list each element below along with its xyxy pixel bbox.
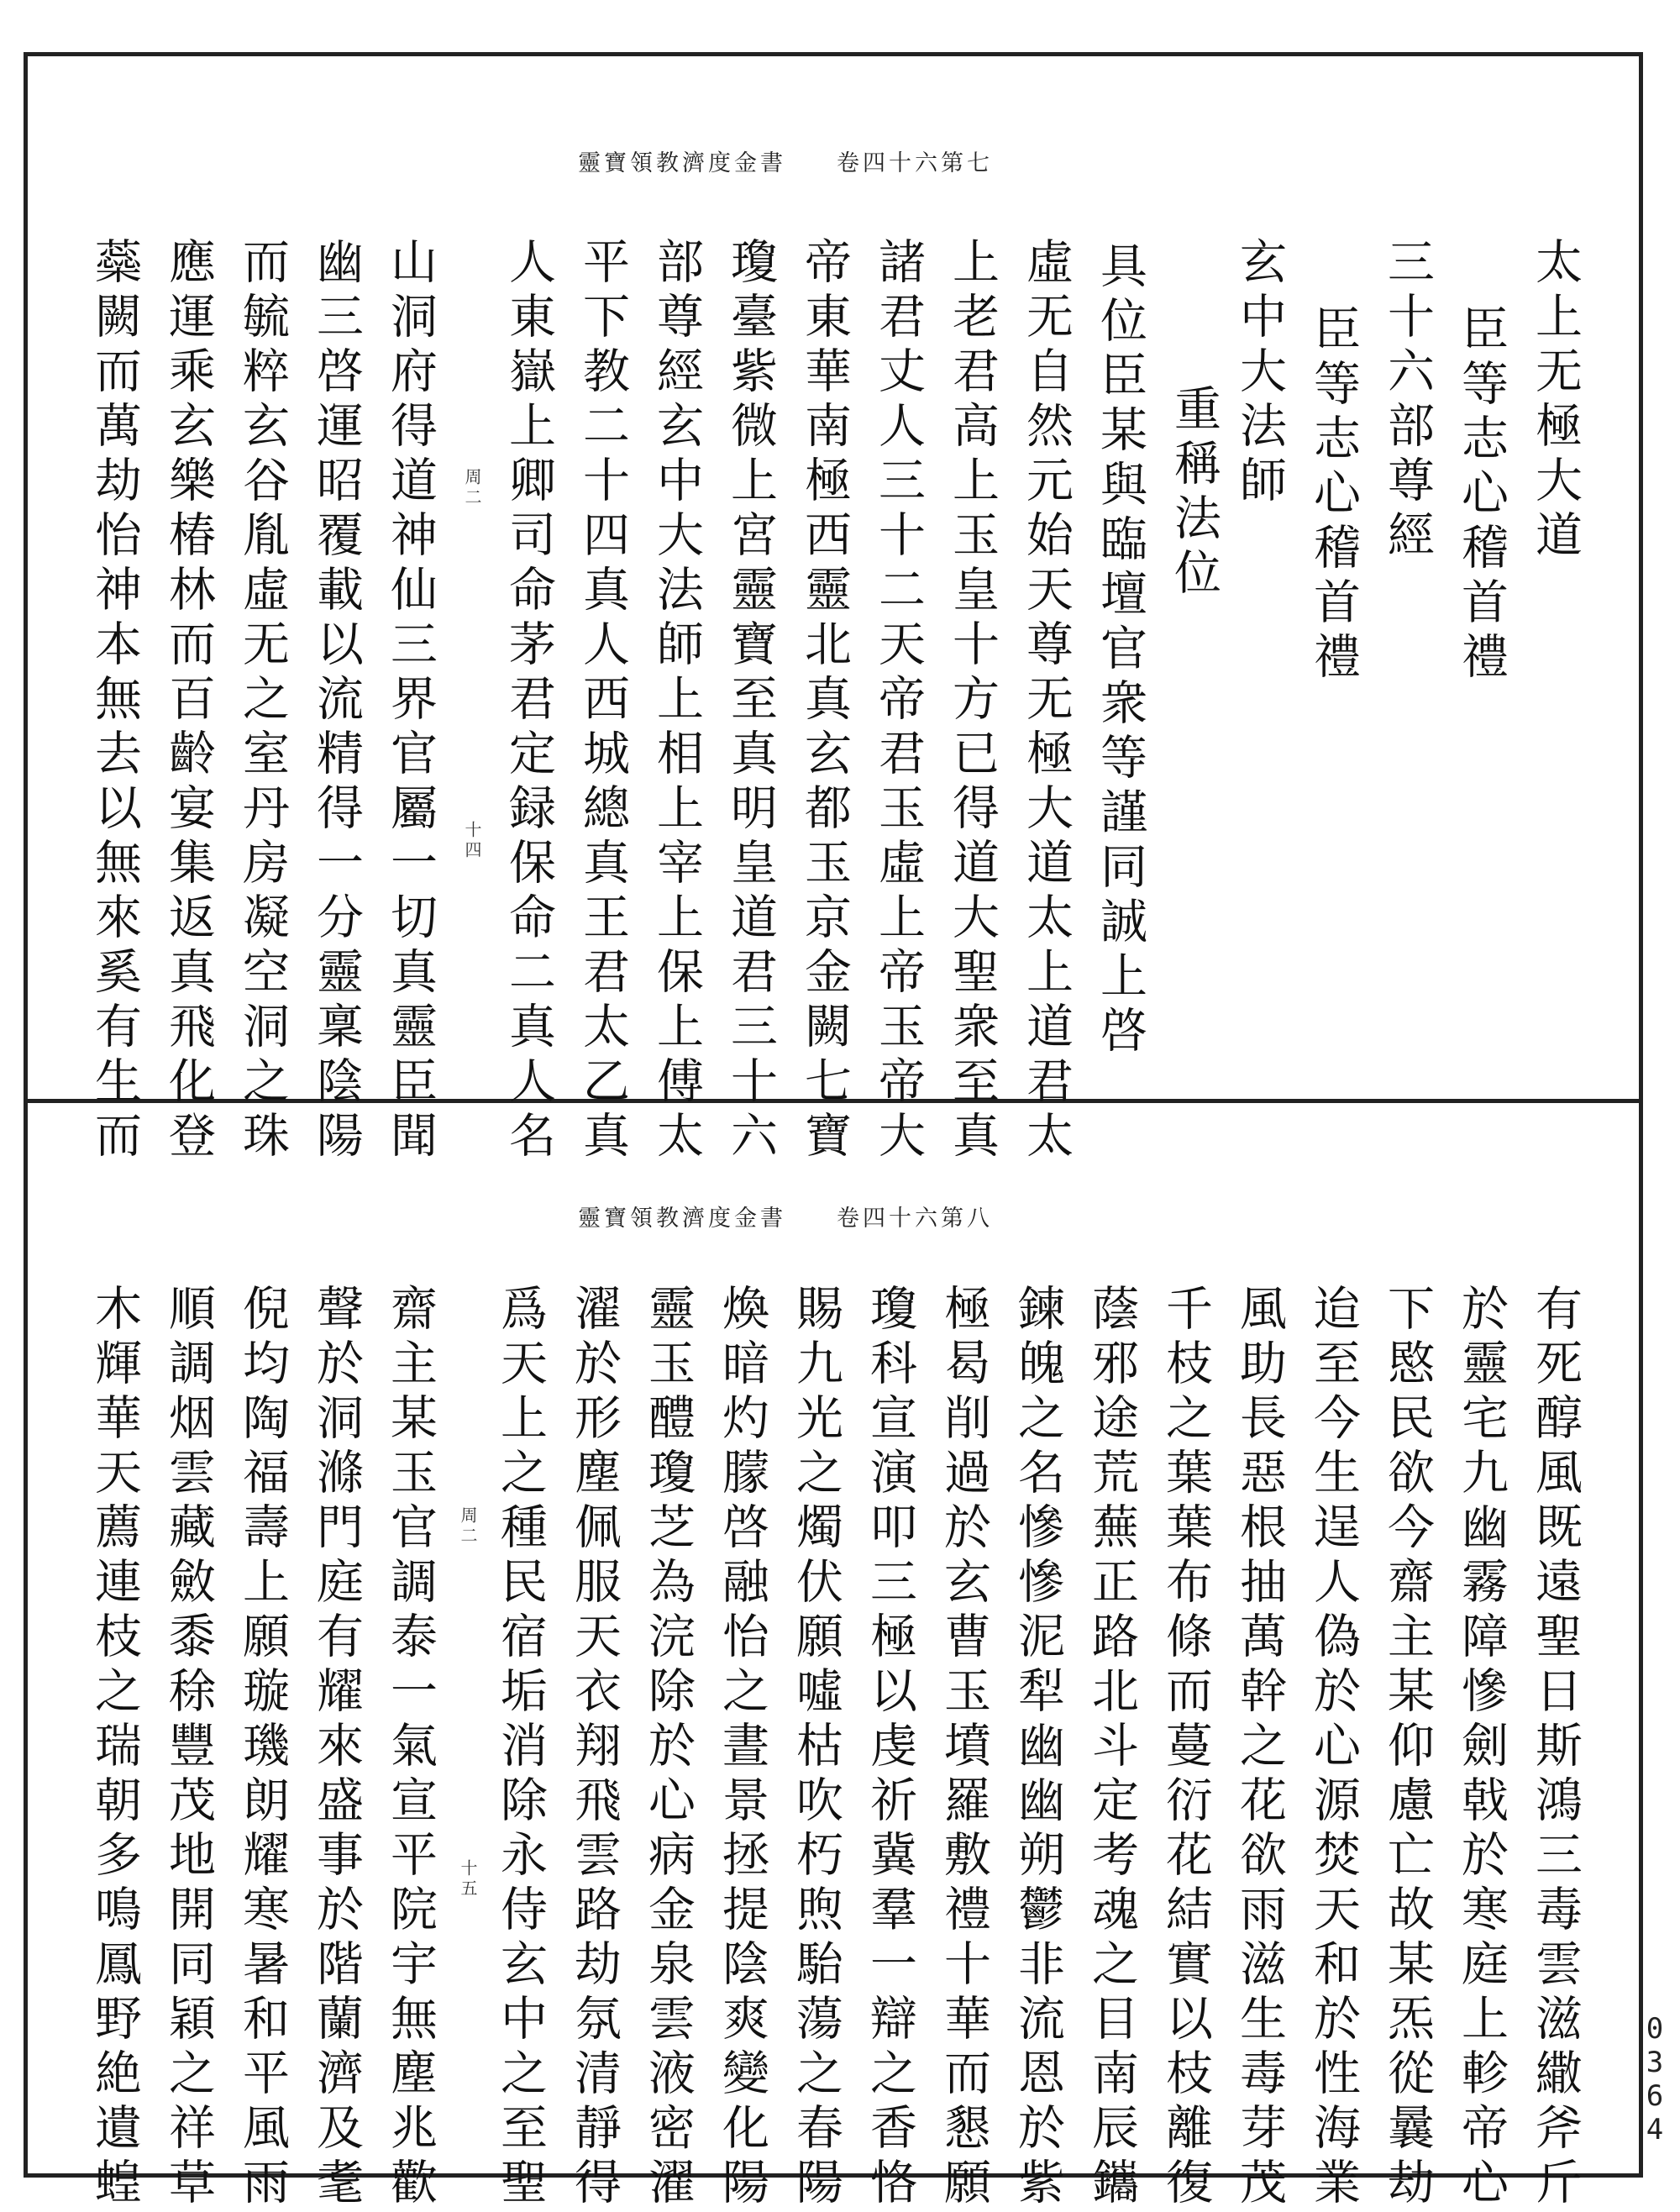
text-column: 部尊經玄中大法師上相上宰上保上傅太	[649, 237, 704, 1165]
text-column: 倪均陶福壽上願璇璣朗耀寒暑和平風雨	[235, 1284, 290, 2212]
text-column: 迨至今生逞人偽於心源焚天和於性海業	[1306, 1284, 1361, 2212]
text-column: 太上无極大道	[1528, 237, 1583, 565]
text-column: 瓊科宣演叩三極以虔祈冀羣一辯之香恪	[863, 1284, 917, 2212]
text-column: 極曷削過於玄曹玉墳羅敷禮十華而懇願	[937, 1284, 991, 2212]
text-column: 有死醇風既遠聖日斯鴻三毒雲滋繖斧斤	[1528, 1284, 1583, 2212]
bottom-page	[24, 1103, 1643, 2212]
bottom-page-header	[578, 1200, 993, 1232]
text-column: 諸君丈人三十二天帝君玉虛上帝玉帝大	[871, 237, 926, 1165]
folio-number: 十四	[462, 821, 482, 861]
text-column: 玄中大法師	[1232, 237, 1287, 510]
text-column: 臣等志心稽首禮	[1306, 304, 1361, 686]
column-text: 具位臣某與臨壇官衆等謹同誠上啓	[1093, 241, 1147, 1060]
text-column: 三十六部尊經	[1380, 237, 1435, 565]
text-column: 應運乘玄樂椿林而百齡宴集返真飛化登	[161, 237, 216, 1165]
page-number: 0364	[1638, 2012, 1672, 2146]
top-page-header	[578, 144, 993, 177]
margin-mark: 周二	[462, 468, 482, 508]
text-column: 虛无自然元始天尊无極大道太上道君太	[1019, 237, 1074, 1165]
text-column: 重稱法位	[1167, 384, 1221, 602]
text-column: 於靈宅九幽霧障慘劍戟於寒庭上軫帝心	[1454, 1284, 1509, 2212]
text-column: 山洞府得道神仙三界官屬一切真靈臣聞	[383, 237, 438, 1165]
header-volume: 卷四十六第七	[837, 150, 993, 176]
text-column: 而毓粹玄谷胤虛无之室丹房凝空洞之珠	[235, 237, 290, 1165]
text-column: 濯於形塵佩服天衣翔飛雲路劫氛清靜得	[567, 1284, 622, 2212]
text-column	[1093, 241, 1147, 1060]
text-column: 靈玉醴瓊芝為浣除於心病金泉雲液密濯	[641, 1284, 696, 2212]
text-column: 人東嶽上卿司命茅君定録保命二真人名	[501, 237, 556, 1165]
text-column: 臣等志心稽首禮	[1454, 304, 1509, 686]
text-column: 帝東華南極西靈北真玄都玉京金闕七寶	[797, 237, 852, 1165]
text-column: 煥暗灼朦啓融怡之晝景拯提陰爽變化陽	[715, 1284, 769, 2212]
text-column: 齋主某玉官調泰一氣宣平院宇無塵兆歡	[383, 1284, 438, 2212]
text-column: 瓊臺紫微上宮靈寶至真明皇道君三十六	[723, 237, 778, 1165]
margin-mark: 周二	[458, 1506, 478, 1547]
top-page	[24, 52, 1643, 1165]
text-column: 鍊魄之名慘慘泥犁幽幽朔鬱非流恩於紫	[1011, 1284, 1065, 2212]
text-column: 下愍民欲今齋主某仰慮亡故某炁從曩劫	[1380, 1284, 1435, 2212]
text-column: 蔭邪途荒蕪正路北斗定考魂之目南辰鑴	[1084, 1284, 1139, 2212]
text-column: 聲於洞滌門庭有耀來盛事於階蘭濟及耄	[309, 1284, 364, 2212]
folio-number: 十五	[458, 1859, 478, 1899]
text-column: 賜九光之燭伏願噓枯吹朽煦駘蕩之春陽	[789, 1284, 843, 2212]
text-column: 順調烟雲藏斂黍稌豐茂地開同穎之祥草	[161, 1284, 216, 2212]
text-column: 上老君高上玉皇十方已得道大聖衆至真	[945, 237, 1000, 1165]
text-column: 千枝之葉葉布條而蔓衍花結實以枝離復	[1158, 1284, 1213, 2212]
header-volume: 卷四十六第八	[837, 1206, 993, 1232]
text-column: 爲天上之種民宿垢消除永侍玄中之至聖	[493, 1284, 548, 2212]
text-column: 幽三啓運昭覆載以流精得一分靈稟陰陽	[309, 237, 364, 1165]
header-title: 靈寶領教濟度金書	[578, 150, 786, 176]
text-column: 木輝華天薦連枝之瑞朝多鳴鳳野絶遺蝗	[87, 1284, 142, 2212]
text-column: 蘂闕而萬劫怡神本無去以無來奚有生而	[87, 237, 142, 1165]
header-title: 靈寶領教濟度金書	[578, 1206, 786, 1232]
text-column: 平下教二十四真人西城總真王君太乙真	[575, 237, 630, 1165]
text-column: 風助長惡根抽萬幹之花欲雨滋生毒芽茂	[1232, 1284, 1287, 2212]
